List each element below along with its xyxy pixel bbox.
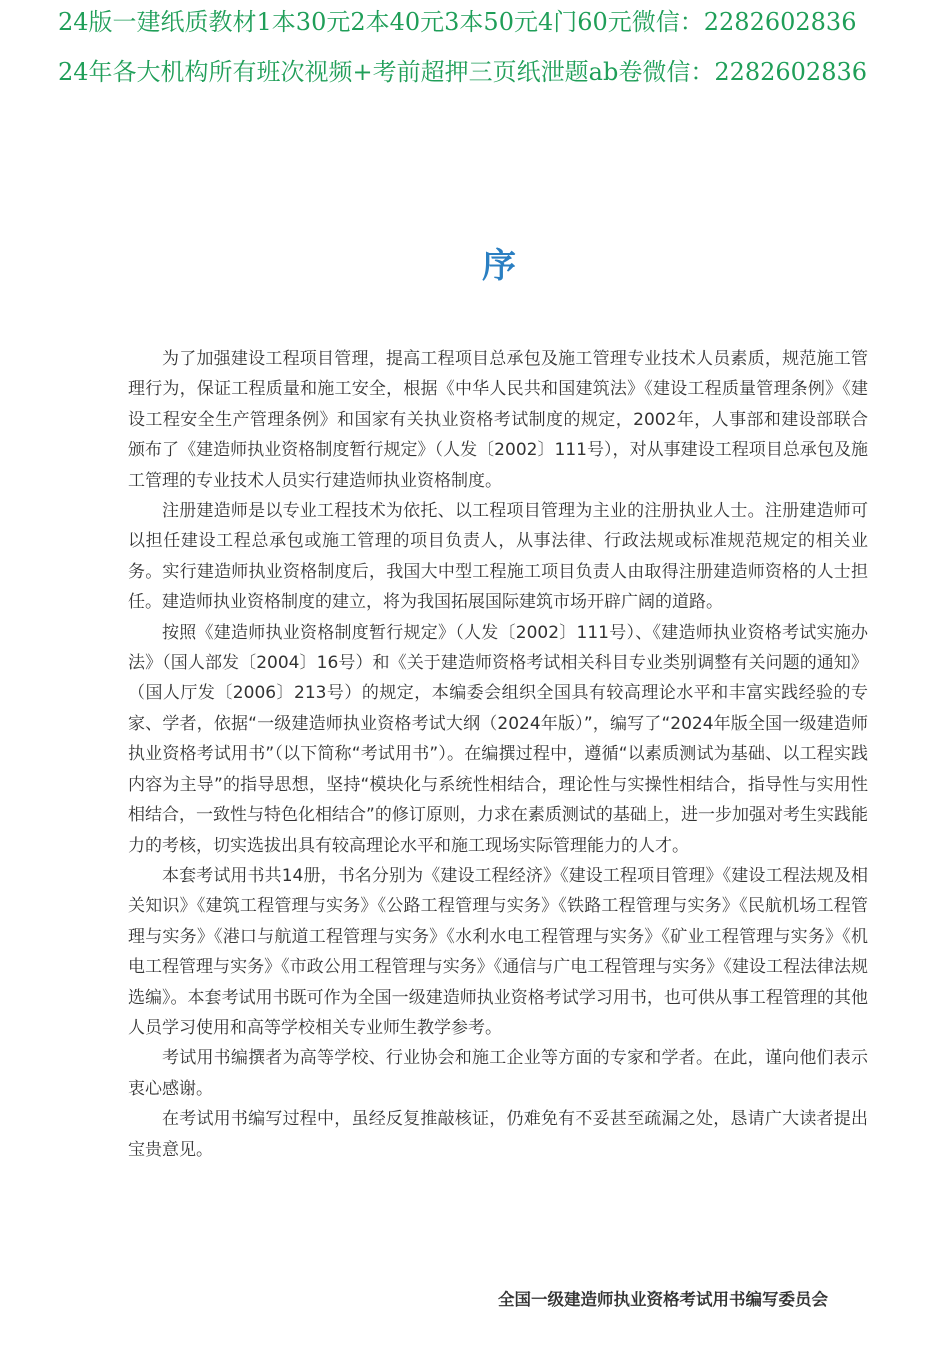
paragraph: 本套考试用书共14册，书名分别为《建设工程经济》《建设工程项目管理》《建设工程法规及相关知识》《建筑工程管理与实务》《公路工程管理与实务》《铁路工程管理与实务》《民航机场工程管理与实务》《港口与航道工程管理与实务》《水利水电工程管理与实务》《矿业工程管理与实务》《机电工程管理与实务》《市政公用工程管理与实务》《通信与广电工程管理与实务》《建设工程法律法规选编》。本套考试用书既可作为全国一级建造师执业资格考试学习用书，也可供从事工程管理的其他人员学习使用和高等学校相关专业师生教学参考。 [128,865,868,1038]
preface-body [128,344,868,1165]
paragraph: 考试用书编撰者为高等学校、行业协会和施工企业等方面的专家和学者。在此，谨向他们表示衷心感谢。 [128,1048,868,1099]
ad-banner-line-1: 24版一建纸质教材1本30元2本40元3本50元4门60元微信：2282602836 [58,8,857,36]
paragraph: 按照《建造师执业资格制度暂行规定》（人发〔2002〕111号）、《建造师执业资格考试实施办法》（国人部发〔2004〕16号）和《关于建造师资格考试相关科目专业类别调整有关问题的通知》（国人厅发〔2006〕213号）的规定，本编委会组织全国具有较高理论水平和丰富实践经验的专家、学者，依据“一级建造师执业资格考试大纲（2024年版）”，编写了“2024年版全国一级建造师执业资格考试用书”（以下简称“考试用书”）。在编撰过程中，遵循“以素质测试为基础、以工程实践内容为主导”的指导思想，坚持“模块化与系统性相结合，理论性与实操性相结合，指导性与实用性相结合，一致性与特色化相结合”的修订原则，力求在素质测试的基础上，进一步加强对考生实践能力的考核，切实选拔出具有较高理论水平和施工现场实际管理能力的人才。 [128,622,868,856]
paragraph: 注册建造师是以专业工程技术为依托、以工程项目管理为主业的注册执业人士。注册建造师可以担任建设工程总承包或施工管理的项目负责人，从事法律、行政法规或标准规范规定的相关业务。实行建造师执业资格制度后，我国大中型工程施工项目负责人由取得注册建造师资格的人士担任。建造师执业资格制度的建立，将为我国拓展国际建筑市场开辟广阔的道路。 [128,501,868,613]
committee-signature: 全国一级建造师执业资格考试用书编写委员会 [498,1290,828,1309]
page-title: 序 [482,246,516,286]
paragraph: 为了加强建设工程项目管理，提高工程项目总承包及施工管理专业技术人员素质，规范施工管理行为，保证工程质量和施工安全，根据《中华人民共和国建筑法》《建设工程质量管理条例》《建设工程安全生产管理条例》和国家有关执业资格考试制度的规定，2002年，人事部和建设部联合颁布了《建造师执业资格制度暂行规定》（人发〔2002〕111号），对从事建设工程项目总承包及施工管理的专业技术人员实行建造师执业资格制度。 [128,349,868,491]
paragraph: 在考试用书编写过程中，虽经反复推敲核证，仍难免有不妥甚至疏漏之处，恳请广大读者提出宝贵意见。 [128,1109,868,1160]
ad-banner-line-2: 24年各大机构所有班次视频+考前超押三页纸泄题ab卷微信：2282602836 [58,58,868,86]
